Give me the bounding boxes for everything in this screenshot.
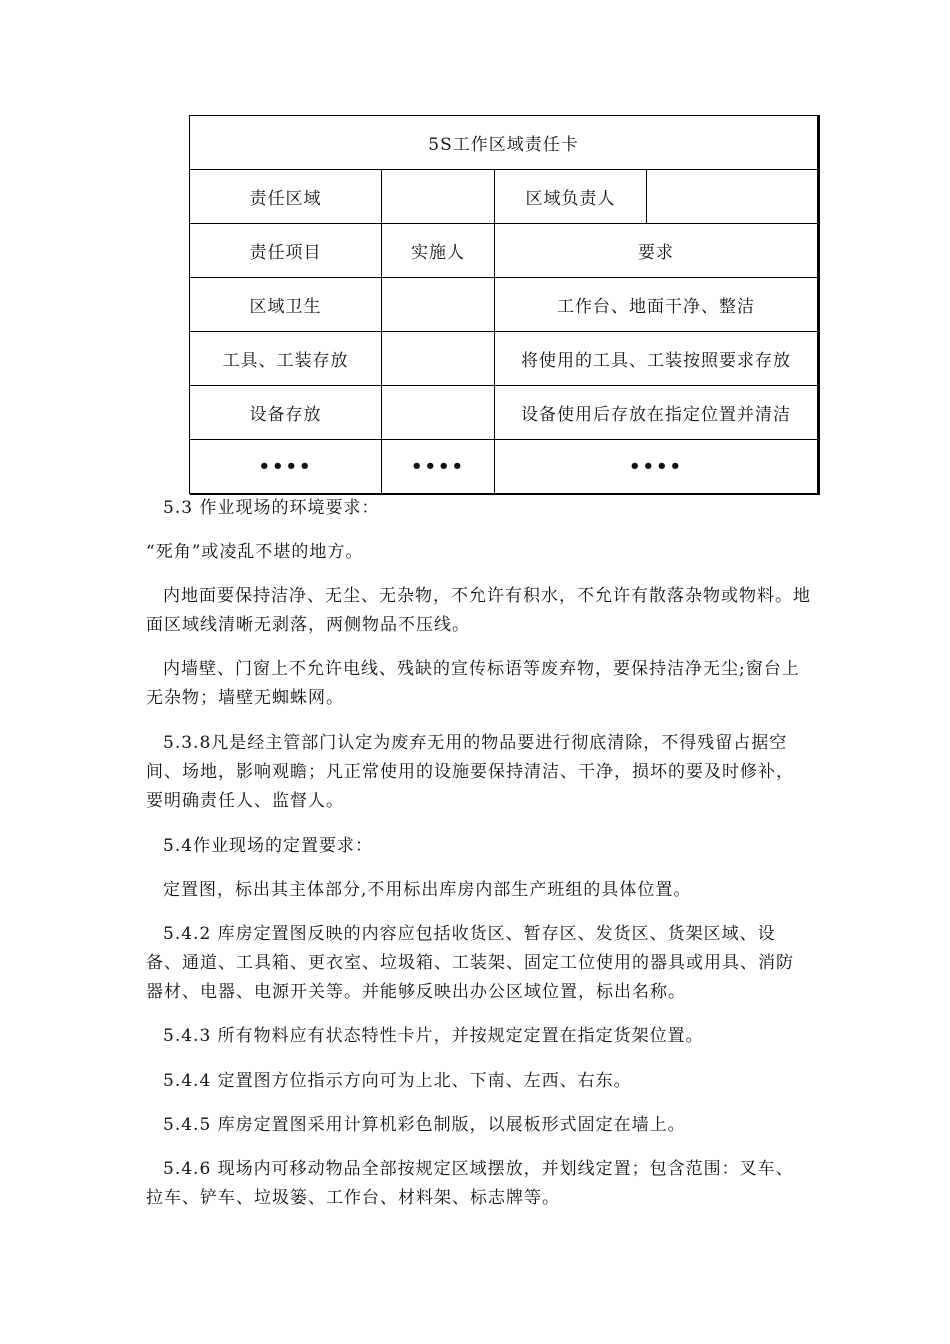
paragraph: “死角”或凌乱不堪的地方。 — [146, 542, 364, 562]
area-owner-value — [647, 170, 818, 224]
row-requirement: 将使用的工具、工装按照要求存放 — [495, 332, 818, 386]
section-heading-5-3: 5.3 作业现场的环境要求： — [163, 498, 380, 518]
responsibility-card-table — [189, 115, 818, 494]
paragraph: 5.3.8凡是经主管部门认定为废弃无用的物品要进行彻底清除，不得残留占据空间、场地，影响观瞻；凡正常使用的设施要保持清洁、干净，损坏的要及时修补，要明确责任人、监督人。 — [146, 733, 794, 811]
table-row — [190, 386, 818, 440]
paragraph: 5.4.6 现场内可移动物品全部按规定区域摆放，并划线定置；包含范围：叉车、拉车、铲车、垃圾篓、工作台、材料架、标志牌等。 — [146, 1159, 794, 1208]
area-label: 责任区域 — [190, 170, 382, 224]
row-item: 工具、工装存放 — [190, 332, 382, 386]
paragraph: 5.4.3 所有物料应有状态特性卡片，并按规定定置在指定货架位置。 — [163, 1026, 704, 1046]
row-person — [382, 278, 495, 332]
row-requirement: 工作台、地面干净、整洁 — [495, 278, 818, 332]
table-row — [190, 332, 818, 386]
paragraph: 定置图，标出其主体部分,不用标出库房内部生产班组的具体位置。 — [163, 880, 692, 900]
area-value — [382, 170, 495, 224]
row-item: •••• — [190, 440, 382, 494]
section-heading-5-4: 5.4作业现场的定置要求： — [163, 836, 374, 856]
table-row — [190, 278, 818, 332]
table-shadow-right — [818, 115, 820, 495]
card-title: 5S工作区域责任卡 — [190, 116, 818, 170]
table-row — [190, 440, 818, 494]
paragraph: 内地面要保持洁净、无尘、无杂物，不允许有积水，不允许有散落杂物或物料。地面区域线清晰无剥落，两侧物品不压线。 — [146, 586, 811, 635]
paragraph: 5.4.5 库房定置图采用计算机彩色制版，以展板形式固定在墙上。 — [163, 1115, 686, 1135]
row-person: •••• — [382, 440, 495, 494]
row-person — [382, 386, 495, 440]
paragraph: 5.4.4 定置图方位指示方向可为上北、下南、左西、右东。 — [163, 1071, 632, 1091]
header-person: 实施人 — [382, 224, 495, 278]
row-person — [382, 332, 495, 386]
row-item: 区域卫生 — [190, 278, 382, 332]
table-header-row — [190, 224, 818, 278]
area-owner-label: 区域负责人 — [495, 170, 647, 224]
paragraph: 5.4.2 库房定置图反映的内容应包括收货区、暂存区、发货区、货架区域、设备、通道、工具箱、更衣室、垃圾箱、工装架、固定工位使用的器具或用具、消防器材、电器、电源开关等。并能够反映出办公区域位置，标出名称。 — [146, 924, 794, 1002]
paragraph: 内墙壁、门窗上不允许电线、残缺的宣传标语等废弃物，要保持洁净无尘;窗台上无杂物；墙壁无蜘蛛网。 — [146, 659, 800, 708]
header-item: 责任项目 — [190, 224, 382, 278]
header-requirement: 要求 — [495, 224, 818, 278]
table-title-row — [190, 116, 818, 170]
row-requirement: 设备使用后存放在指定位置并清洁 — [495, 386, 818, 440]
row-requirement: •••• — [495, 440, 818, 494]
row-item: 设备存放 — [190, 386, 382, 440]
table-row — [190, 170, 818, 224]
